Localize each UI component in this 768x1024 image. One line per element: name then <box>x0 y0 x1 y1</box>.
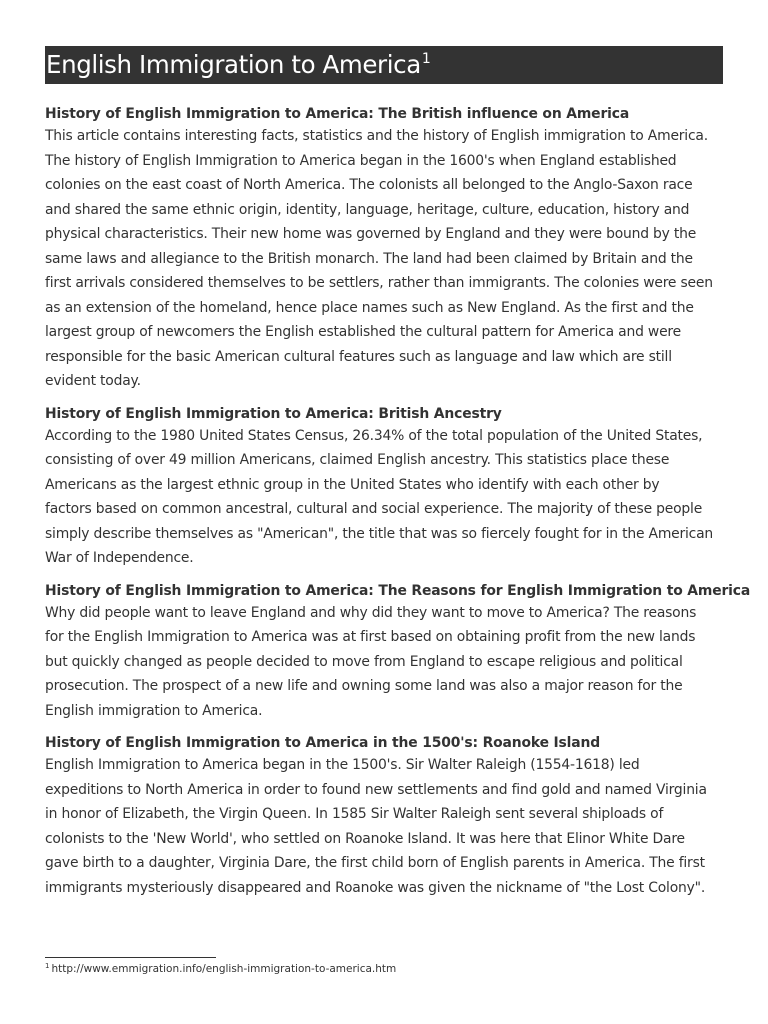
body-line: expeditions to North America in order to found new settlements and find gold and named Virginia <box>45 781 707 798</box>
section-british-influence <box>45 104 723 394</box>
body-line: English immigration to America. <box>45 702 263 719</box>
body-line: responsible for the basic American cultural features such as language and law which are still <box>45 348 672 365</box>
body-line: According to the 1980 United States Census, 26.34% of the total population of the United States, <box>45 427 703 444</box>
body-line: War of Independence. <box>45 550 194 566</box>
section-body <box>45 424 723 571</box>
body-line: This article contains interesting facts, statistics and the history of English immigration to America. <box>45 128 708 144</box>
body-line: first arrivals considered themselves to be settlers, rather than immigrants. The colonies were seen <box>45 275 713 291</box>
body-line: in honor of Elizabeth, the Virgin Queen. In 1585 Sir Walter Raleigh sent several shiploads of <box>45 806 664 822</box>
body-line: same laws and allegiance to the British monarch. The land had been claimed by Britain and the <box>45 250 693 267</box>
page-title <box>45 46 723 84</box>
section-body <box>45 124 723 394</box>
footnote-mark: 1 <box>45 962 50 970</box>
footnote-url: http://www.emmigration.info/english-immigration-to-america.htm <box>51 963 397 975</box>
body-line: Americans as the largest ethnic group in the United States who identify with each other by <box>45 476 660 493</box>
body-line: but quickly changed as people decided to move from England to escape religious and political <box>45 653 683 670</box>
body-line: gave birth to a daughter, Virginia Dare, the first child born of English parents in America. The first <box>45 855 705 871</box>
section-british-ancestry <box>45 404 723 571</box>
body-line: evident today. <box>45 373 141 389</box>
section-reasons <box>45 581 751 724</box>
title-footnote-mark: 1 <box>421 51 431 67</box>
section-heading: History of English Immigration to America in the 1500's: Roanoke Island <box>45 735 601 751</box>
section-body <box>45 601 723 724</box>
body-line: English Immigration to America began in the 1500's. Sir Walter Raleigh (1554-1618) led <box>45 757 640 773</box>
page-title-text: English Immigration to America <box>46 50 421 79</box>
section-body <box>45 753 723 900</box>
section-heading: History of English Immigration to America: The British influence on America <box>45 106 630 122</box>
document-page <box>45 46 751 900</box>
body-line: prosecution. The prospect of a new life and owning some land was also a major reason for the <box>45 678 683 694</box>
body-line: as an extension of the homeland, hence place names such as New England. As the first and the <box>45 299 694 316</box>
footnote <box>45 962 396 976</box>
section-roanoke <box>45 733 723 900</box>
body-line: immigrants mysteriously disappeared and Roanoke was given the nickname of "the Lost Colony". <box>45 879 706 896</box>
body-line: colonies on the east coast of North America. The colonists all belonged to the Anglo-Saxon race <box>45 177 693 193</box>
body-line: for the English Immigration to America was at first based on obtaining profit from the new lands <box>45 629 696 645</box>
body-line: factors based on common ancestral, cultural and social experience. The majority of these people <box>45 501 703 517</box>
body-line: colonists to the 'New World', who settled on Roanoke Island. It was here that Elinor White Dare <box>45 830 685 847</box>
section-heading: History of English Immigration to America: British Ancestry <box>45 405 502 422</box>
footnote-divider <box>45 957 216 958</box>
body-line: consisting of over 49 million Americans, claimed English ancestry. This statistics place these <box>45 452 670 468</box>
section-heading: History of English Immigration to America: The Reasons for English Immigration to America <box>45 582 751 599</box>
body-line: The history of English Immigration to America began in the 1600's when England established <box>45 152 677 169</box>
body-line: largest group of newcomers the English established the cultural pattern for America and were <box>45 324 681 340</box>
body-line: physical characteristics. Their new home was governed by England and they were bound by the <box>45 226 697 242</box>
body-line: Why did people want to leave England and why did they want to move to America? The reasons <box>45 604 697 621</box>
body-line: simply describe themselves as "American", the title that was so fiercely fought for in the American <box>45 525 714 542</box>
body-line: and shared the same ethnic origin, identity, language, heritage, culture, education, history and <box>45 201 690 218</box>
